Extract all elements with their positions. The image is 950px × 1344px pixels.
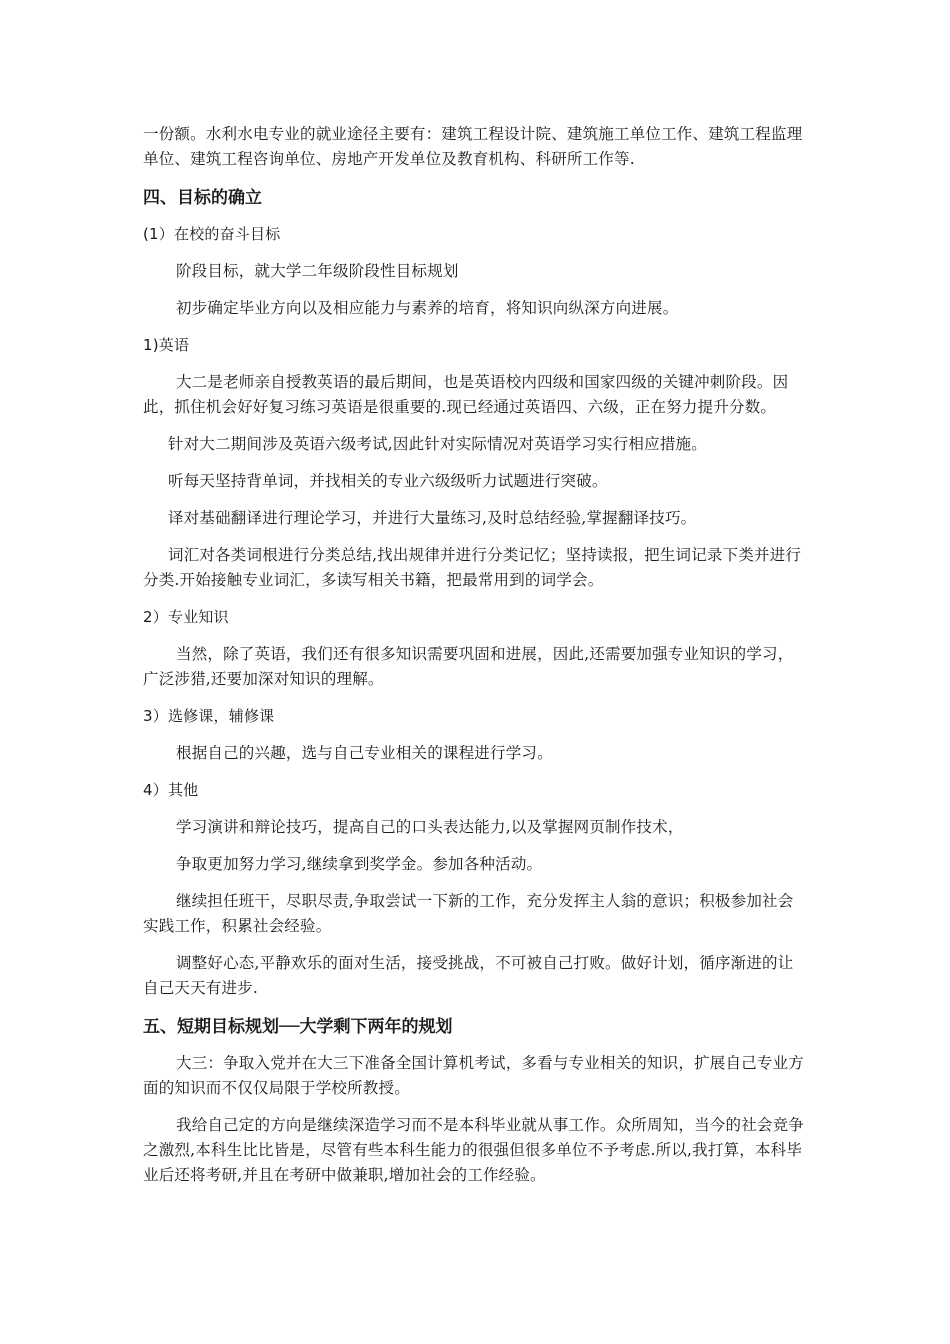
english-paragraph-5: 词汇对各类词根进行分类总结,找出规律并进行分类记忆；坚持读报，把生词记录下类并进行分类.开始接触专业词汇，多读写相关书籍，把最常用到的词学会。 (143, 546, 802, 589)
english-label: 1)英语 (143, 336, 190, 354)
english-paragraph-3: 听每天坚持背单词，并找相关的专业六级级听力试题进行突破。 (168, 472, 608, 490)
section4-heading: 四、目标的确立 (143, 188, 262, 208)
section5-paragraph-1: 大三：争取入党并在大三下准备全国计算机考试，多看与专业相关的知识，扩展自己专业方面的知识而不仅仅局限于学校所教授。 (143, 1054, 805, 1097)
other-paragraph-4: 调整好心态,平静欢乐的面对生活，接受挑战，不可被自己打败。做好计划，循序渐进的让自己天天有进步. (143, 954, 794, 997)
english-paragraph-2: 针对大二期间涉及英语六级考试,因此针对实际情况对英语学习实行相应措施。 (168, 435, 707, 453)
stage-goal: 阶段目标，就大学二年级阶段性目标规划 (176, 262, 459, 280)
document-page (143, 122, 808, 1200)
professional-label: 2）专业知识 (143, 608, 229, 626)
intro-paragraph: 一份额。水利水电专业的就业途径主要有：建筑工程设计院、建筑施工单位工作、建筑工程监理单位、建筑工程咨询单位、房地产开发单位及教育机构、科研所工作等. (143, 125, 803, 168)
preliminary-goal: 初步确定毕业方向以及相应能力与素养的培育，将知识向纵深方向进展。 (176, 299, 679, 317)
section5-paragraph-2: 我给自己定的方向是继续深造学习而不是本科毕业就从事工作。众所周知，当今的社会竞争之激烈,本科生比比皆是，尽管有些本科生能力的很强但很多单位不予考虑.所以,我打算，本科毕业后还将考研,并且在考研中做兼职,增加社会的工作经验。 (143, 1116, 805, 1184)
other-paragraph-1: 学习演讲和辩论技巧，提高自己的口头表达能力,以及掌握网页制作技术， (176, 818, 684, 836)
sub1-label: (1）在校的奋斗目标 (143, 225, 281, 243)
other-paragraph-2: 争取更加努力学习,继续拿到奖学金。参加各种活动。 (176, 855, 543, 873)
electives-paragraph-1: 根据自己的兴趣，选与自己专业相关的课程进行学习。 (176, 744, 553, 762)
english-paragraph-4: 译对基础翻译进行理论学习，并进行大量练习,及时总结经验,掌握翻译技巧。 (168, 509, 697, 527)
other-paragraph-3: 继续担任班干，尽职尽责,争取尝试一下新的工作，充分发挥主人翁的意识；积极参加社会实践工作，积累社会经验。 (143, 892, 794, 935)
other-label: 4）其他 (143, 781, 199, 799)
section5-heading: 五、短期目标规划──大学剩下两年的规划 (143, 1017, 453, 1037)
professional-paragraph-1: 当然，除了英语，我们还有很多知识需要巩固和进展，因此,还需要加强专业知识的学习，广泛涉猎,还要加深对知识的理解。 (143, 645, 794, 688)
english-paragraph-1: 大二是老师亲自授教英语的最后期间，也是英语校内四级和国家四级的关键冲刺阶段。因此，抓住机会好好复习练习英语是很重要的.现已经通过英语四、六级，正在努力提升分数。 (143, 373, 789, 416)
electives-label: 3）选修课，辅修课 (143, 707, 275, 725)
